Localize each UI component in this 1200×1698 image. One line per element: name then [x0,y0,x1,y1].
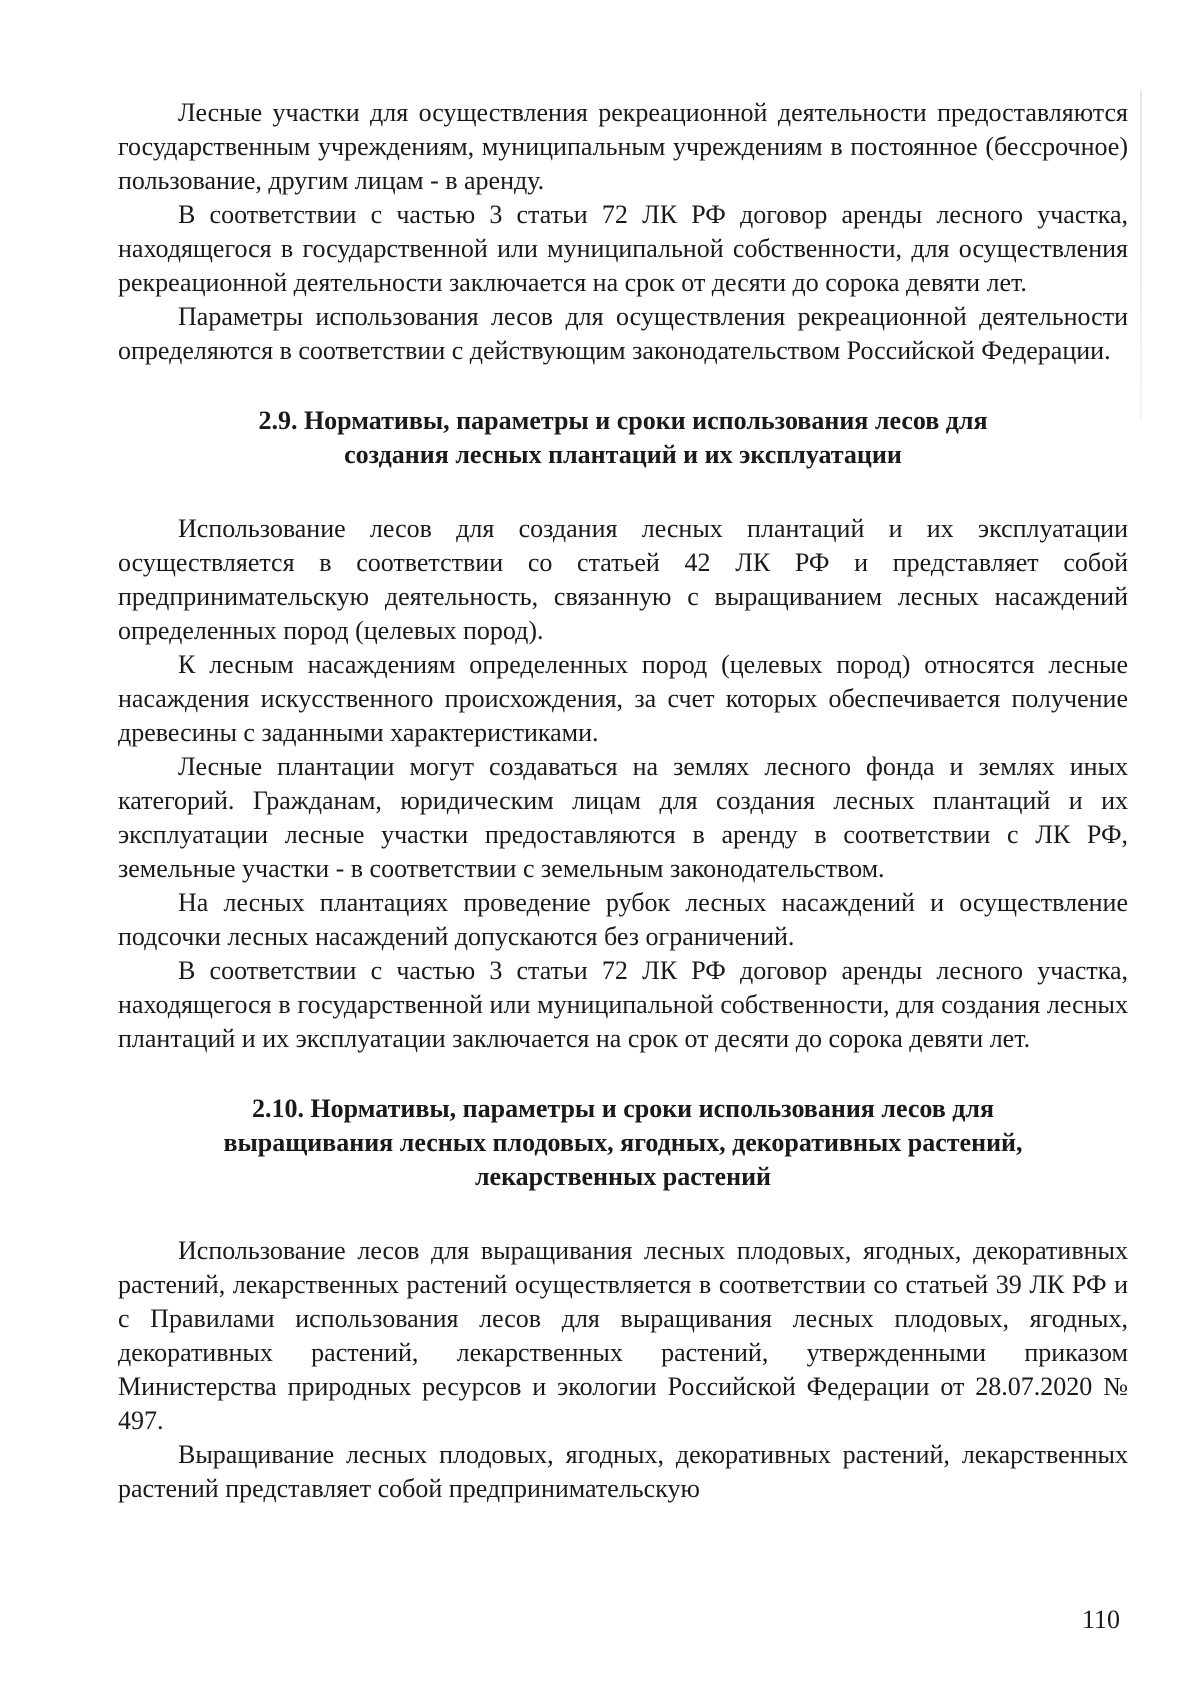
heading-line: лекарственных растений [474,1162,772,1191]
heading-line: 2.10. Нормативы, параметры и сроки использования лесов для [251,1094,995,1123]
heading-line: создания лесных плантаций и их эксплуатации [344,440,902,469]
page-content [118,96,1128,1506]
heading-line: выращивания лесных плодовых, ягодных, декоративных растений, [223,1128,1023,1157]
paragraph: Использование лесов для создания лесных плантаций и их эксплуатации осуществляется в соответствии со статьей 42 ЛК РФ и представляет собой предпринимательскую деятельность, связанную с выращиванием лесных насаждений определенных пород (целевых пород). [118,514,1128,645]
paragraph: Лесные плантации могут создаваться на землях лесного фонда и землях иных категорий. Гражданам, юридическим лицам для создания лесных плантаций и их эксплуатации лесные участки предоставляются в аренду в соответствии с ЛК РФ, земельные участки - в соответствии с земельным законодательством. [118,752,1128,883]
heading-line: 2.9. Нормативы, параметры и сроки использования лесов для [258,406,988,435]
paragraph: Параметры использования лесов для осуществления рекреационной деятельности определяются в соответствии с действующим законодательством Российской Федерации. [118,302,1128,365]
paragraph: Лесные участки для осуществления рекреационной деятельности предоставляются государственным учреждениям, муниципальным учреждениям в постоянное (бессрочное) пользование, другим лицам - в аренду. [118,98,1128,195]
paragraph: В соответствии с частью 3 статьи 72 ЛК РФ договор аренды лесного участка, находящегося в государственной или муниципальной собственности, для создания лесных плантаций и их эксплуатации заключается на срок от десяти до сорока девяти лет. [118,956,1128,1053]
paragraph: В соответствии с частью 3 статьи 72 ЛК РФ договор аренды лесного участка, находящегося в государственной или муниципальной собственности, для осуществления рекреационной деятельности заключается на срок от десяти до сорока девяти лет. [118,200,1128,297]
scan-edge-shadow [1140,90,1142,420]
page-number: 110 [1081,1605,1120,1634]
paragraph: К лесным насаждениям определенных пород (целевых пород) относятся лесные насаждения искусственного происхождения, за счет которых обеспечивается получение древесины с заданными характеристиками. [118,650,1128,747]
section-heading-2-10 [118,1092,1128,1194]
section-heading-2-9 [118,404,1128,472]
paragraph: На лесных плантациях проведение рубок лесных насаждений и осуществление подсочки лесных насаждений допускаются без ограничений. [118,888,1128,951]
paragraph: Использование лесов для выращивания лесных плодовых, ягодных, декоративных растений, лекарственных растений осуществляется в соответствии со статьей 39 ЛК РФ и с Правилами использования лесов для выращивания лесных плодовых, ягодных, декоративных растений, лекарственных растений, утвержденными приказом Министерства природных ресурсов и экологии Российской Федерации от 28.07.2020 № 497. [118,1236,1128,1435]
paragraph: Выращивание лесных плодовых, ягодных, декоративных растений, лекарственных растений представляет собой предпринимательскую [118,1440,1128,1503]
